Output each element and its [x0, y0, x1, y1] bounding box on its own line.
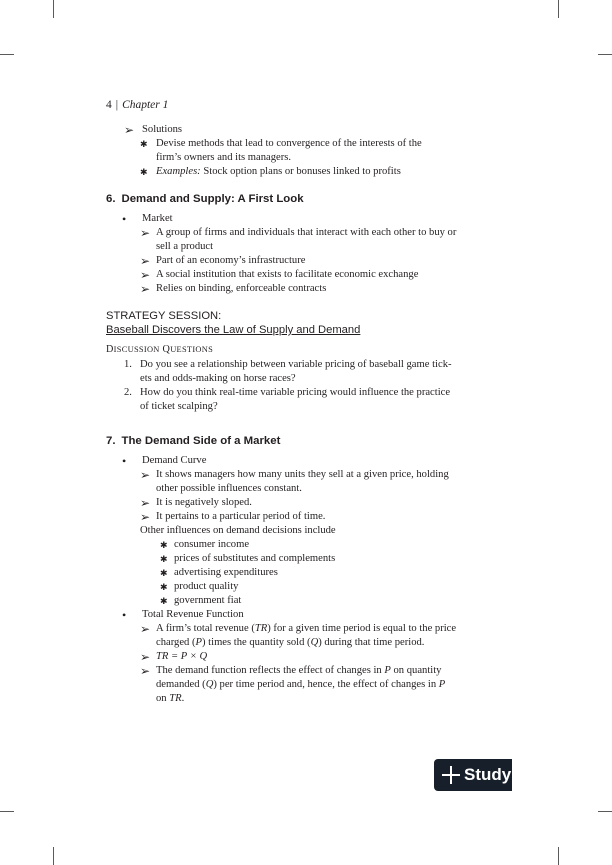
arrow-bullet-icon: ➢	[140, 468, 151, 482]
star-bullet-icon: ✱	[160, 540, 168, 550]
arrow-bullet-icon: ➢	[140, 664, 151, 678]
list-item: ➢ A firm’s total revenue (TR) for a given time period is equal to the price charged (P) times the quantity sold (Q) during that time period.	[140, 622, 457, 648]
star-bullet-icon: ✱	[160, 596, 168, 606]
study-logo[interactable]	[434, 759, 512, 791]
solutions-item: ➢ Solutions	[124, 123, 183, 137]
influence-item: ✱ prices of substitutes and complements	[160, 553, 336, 564]
header-separator: |	[115, 99, 119, 111]
crop-mark	[598, 54, 612, 55]
list-item: ➢ Part of an economy’s infrastructure	[140, 254, 306, 268]
list-item: • Demand Curve	[122, 454, 207, 468]
star-bullet-icon: ✱	[140, 139, 148, 149]
strategy-session	[106, 309, 486, 337]
star-bullet-icon: ✱	[160, 582, 168, 592]
list-item: ➢ A group of firms and individuals that interact with each other to buy or sell a product	[140, 226, 457, 252]
crop-mark	[598, 811, 612, 812]
crop-mark	[0, 811, 14, 812]
crop-mark	[53, 847, 54, 865]
plus-icon	[442, 766, 460, 784]
arrow-bullet-icon: ➢	[124, 123, 135, 137]
influence-item: ✱ consumer income	[160, 539, 250, 550]
arrow-bullet-icon: ➢	[140, 650, 151, 664]
crop-mark	[0, 54, 14, 55]
arrow-bullet-icon: ➢	[140, 510, 151, 524]
influence-item: ✱ product quality	[160, 581, 239, 592]
list-item	[106, 650, 486, 664]
running-header	[106, 99, 168, 111]
strategy-label: STRATEGY SESSION:	[106, 310, 222, 322]
star-bullet-icon: ✱	[160, 554, 168, 564]
influence-item: ✱ advertising expenditures	[160, 567, 278, 578]
tr-formula: TR = P × Q	[156, 651, 208, 662]
other-influences-label: Other influences on demand decisions include	[140, 525, 336, 536]
discussion-heading: DISCUSSION QUESTIONS	[106, 344, 214, 355]
crop-mark	[558, 847, 559, 865]
arrow-bullet-icon: ➢	[140, 268, 151, 282]
chapter-label: Chapter 1	[122, 99, 169, 111]
list-item: • Total Revenue Function	[122, 608, 244, 622]
section-heading: 7. The Demand Side of a Market	[106, 435, 281, 447]
study-logo-text: Study	[464, 765, 512, 784]
dot-bullet-icon: •	[122, 212, 127, 226]
influence-item: ✱ government fiat	[160, 595, 242, 606]
list-item: ➢ The demand function reflects the effect of changes in P on quantity demanded (Q) per time period and, hence, the effect of changes in P on TR.	[140, 664, 446, 704]
page-number: 4	[106, 99, 112, 111]
discussion-question: 1. Do you see a relationship between variable pricing of baseball game tick- ets and odds-making on horse races?	[124, 359, 452, 384]
solutions-subitem: ✱ Devise methods that lead to convergence of the interests of the firm’s owners and its managers.	[140, 138, 422, 163]
section-heading: 6. Demand and Supply: A First Look	[106, 193, 304, 205]
arrow-bullet-icon: ➢	[140, 496, 151, 510]
list-item: ➢ It pertains to a particular period of time.	[140, 510, 326, 524]
dot-bullet-icon: •	[122, 454, 127, 468]
list-item: ➢ It shows managers how many units they sell at a given price, holding other possible influences constant.	[140, 468, 449, 494]
list-item: ➢ It is negatively sloped.	[140, 496, 252, 510]
dot-bullet-icon: •	[122, 608, 127, 622]
arrow-bullet-icon: ➢	[140, 226, 151, 240]
crop-mark	[558, 0, 559, 18]
arrow-bullet-icon: ➢	[140, 254, 151, 268]
arrow-bullet-icon: ➢	[140, 282, 151, 296]
list-item: • Market	[122, 212, 173, 226]
solutions-subitem: ✱ Examples: Stock option plans or bonuses linked to profits	[140, 166, 401, 177]
star-bullet-icon: ✱	[160, 568, 168, 578]
star-bullet-icon: ✱	[140, 167, 148, 177]
list-item: ➢ Relies on binding, enforceable contracts	[140, 282, 327, 296]
discussion-question: 2. How do you think real-time variable pricing would influence the practice of ticket scalping?	[124, 387, 451, 412]
arrow-bullet-icon: ➢	[140, 622, 151, 636]
crop-mark	[53, 0, 54, 18]
strategy-title: Baseball Discovers the Law of Supply and Demand	[106, 324, 361, 336]
page-content	[106, 123, 486, 706]
list-item: ➢ A social institution that exists to facilitate economic exchange	[140, 268, 419, 282]
